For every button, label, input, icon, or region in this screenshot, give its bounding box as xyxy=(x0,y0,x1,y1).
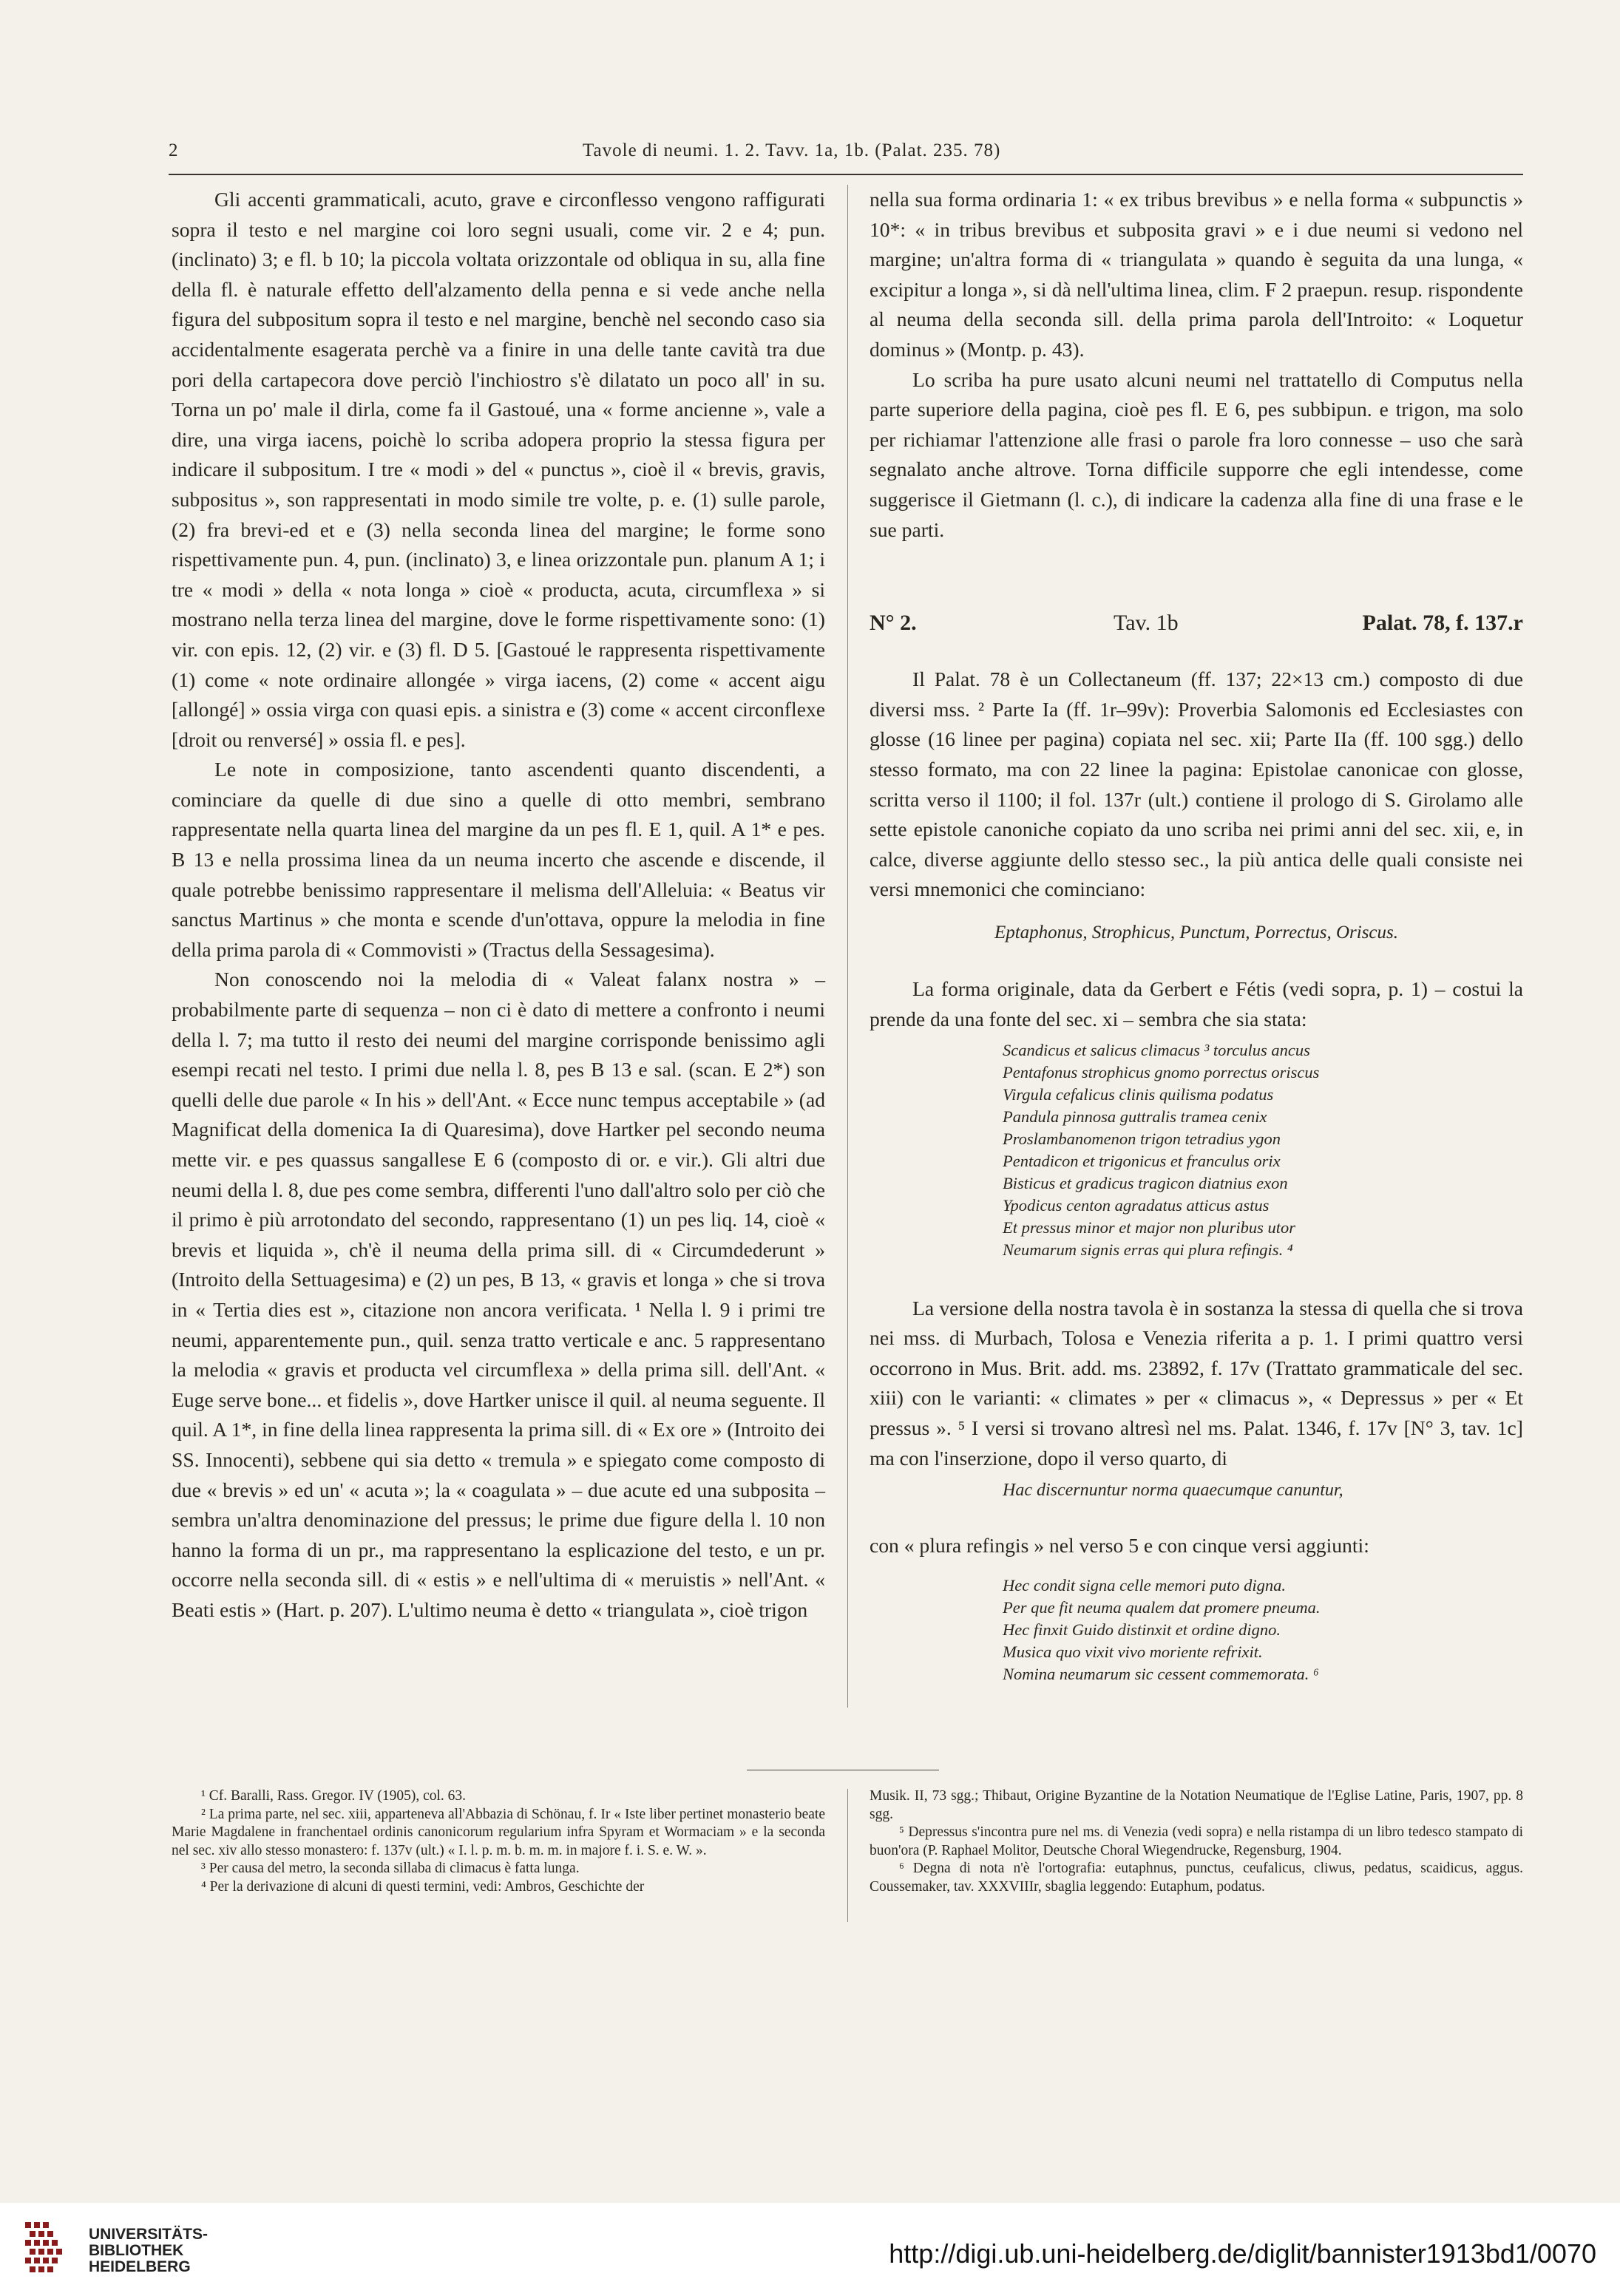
library-name xyxy=(89,2227,208,2275)
paragraph: con « plura refingis » nel verso 5 e con cinque versi aggiunti: xyxy=(870,1534,1369,1558)
section-tavola: Tav. 1b xyxy=(1114,611,1179,636)
source-url[interactable]: http://digi.ub.uni-heidelberg.de/diglit/bannister1913bd1/0070 xyxy=(889,2238,1596,2269)
verse-inserted: Hac discernuntur norma quaecumque canuntur, xyxy=(1003,1481,1343,1501)
verse-line: Pentadicon et trigonicus et franculus orix xyxy=(1003,1151,1281,1170)
verse-line: Musica quo vixit vivo moriente refrixit. xyxy=(1003,1642,1263,1661)
paragraph: Il Palat. 78 è un Collectaneum (ff. 137; 22×13 cm.) composto di due diversi mss. ² Parte Ia (ff. 1r–99v): Proverbia Salomonis ed Ecclesiastes con glosse (16 linee per pagina) copiata nel sec. xii; Parte IIa (ff. 100 sgg.) dello stesso formato, ma con 22 linee la pagina: Epistolae canonicae con glosse, scritta verso il 1100; il fol. 137r (ult.) contiene il prologo di S. Girolamo alle sette epistole canoniche copiato da uno scriba nei primi anni del sec. xii, e, in calce, diverse aggiunte dello stesso sec., la più antica delle quali consiste nei versi mnemonici che cominciano: xyxy=(870,668,1523,901)
section-heading xyxy=(870,608,1523,639)
header-rule xyxy=(169,174,1523,175)
verse-line: Proslambanomenon trigon tetradius ygon xyxy=(1003,1129,1281,1148)
epigraph: Eptaphonus, Strophicus, Punctum, Porrectus, Oriscus. xyxy=(994,922,1399,942)
footnotes-right xyxy=(870,1787,1523,1896)
verse-line: Et pressus minor et major non pluribus utor xyxy=(1003,1217,1296,1237)
verse-line: Scandicus et salicus climacus ³ torculus ancus xyxy=(1003,1040,1310,1059)
footnote: ⁴ Per la derivazione di alcuni di questi termini, vedi: Ambros, Geschichte der xyxy=(201,1878,645,1895)
paragraph: La versione della nostra tavola è in sostanza la stessa di quella che si trova nei mss. di Murbach, Tolosa e Venezia riferita a p. 1. I primi quattro versi occorrono in Mus. Brit. add. ms. 23892, f. 17v (Trattato grammaticale del sec. xiii) con le varianti: « climates » per « climacus », « Depressus » per « Et pressus ». ⁵ I versi si trovano altresì nel ms. Palat. 1346, f. 17v [N° 3, tav. 1c] ma con l'inserzione, dopo il verso quarto, di xyxy=(870,1296,1523,1470)
footnote: ¹ Cf. Baralli, Rass. Gregor. IV (1905), col. 63. xyxy=(201,1788,467,1804)
verse-line: Per que fit neuma qualem dat promere pneuma. xyxy=(1003,1597,1321,1617)
footnote-divider xyxy=(847,1789,848,1922)
running-title: Tavole di neumi. 1. 2. Tavv. 1a, 1b. (Palat. 235. 78) xyxy=(583,140,1001,160)
paragraph: Le note in composizione, tanto ascendenti quanto discendenti, a cominciare da quelle di due sino a quelle di otto membri, sembrano rappresentate nella quarta linea del margine da un pes fl. E 1, quil. A 1* e pes. B 13 e nella prossima linea da un neuma incerto che ascende e discende, il quale potrebbe benissimo rappresentare il melisma dell'Alleluia: « Beatus vir sanctus Martinus » che monta e scende d'un'ottava, oppure la melodia in fine della prima parola di « Commovisti » (Tractus della Sessagesima). xyxy=(172,758,825,961)
footnotes-left xyxy=(172,1787,825,1896)
page-number: 2 xyxy=(169,140,179,160)
library-line: BIBLIOTHEK xyxy=(89,2242,184,2259)
running-header xyxy=(169,140,1523,170)
paragraph: La forma originale, data da Gerbert e Fétis (vedi sopra, p. 1) – costui la prende da una fonte del sec. xi – sembra che sia stata: xyxy=(870,977,1523,1031)
library-line: UNIVERSITÄTS- xyxy=(89,2226,209,2243)
verse-line: Nomina neumarum sic cessent commemorata. ⁶ xyxy=(1003,1664,1319,1683)
verse-line: Pandula pinnosa guttralis tramea cenix xyxy=(1003,1107,1267,1126)
verse-line: Virgula cefalicus clinis quilisma podatus xyxy=(1003,1084,1274,1104)
left-column xyxy=(172,185,825,1626)
right-column xyxy=(870,185,1523,1718)
verse-block xyxy=(1003,1039,1523,1261)
verse-line: Neumarum signis erras qui plura refingis. ⁴ xyxy=(1003,1240,1293,1259)
section-palat: Palat. 78, f. 137.r xyxy=(1362,611,1523,636)
paragraph: Gli accenti grammaticali, acuto, grave e circonflesso vengono raffigurati sopra il testo e nel margine coi loro segni usuali, come vir. 2 e 4; pun. (inclinato) 3; e fl. b 10; la piccola voltata orizzontale od obliqua in su, alla fine della fl. è naturale effetto dell'alzamento della penna e si vede anche nella figura del subpositum sopra il testo e nel margine, benchè nel secondo caso sia accidentalmente esagerata perchè va a finire in una delle tante cavità tra due pori della cartapecora dove perciò l'inchiostro s'è dilatato un poco all' in su. Torna un po' male il dirla, come fa il Gastoué, una « forme ancienne », vale a dire, una virga iacens, poichè lo scriba adopera proprio la stessa figura per indicare il subpositum. I tre « modi » del « punctus », cioè il « brevis, gravis, subpositus », son rappresentati in modo simile tre volte, p. e. (1) sulle parole, (2) fra brevi-ed et e (3) nella seconda linea del margine; le forme sono rispettivamente pun. 4, pun. (inclinato) 3, e linea orizzontale pun. planum A 1; i tre « modi » della « nota longa » cioè « producta, acuta, circumflexa » si mostrano nella terza linea del margine, dove le forme rispettivamente sono: (1) vir. con epis. 12, (2) vir. e (3) fl. D 5. [Gastoué le rappresenta rispettivamente (1) come « note ordinaire allongée » virga iacens, (2) come « accent aigu [allongé] » ossia virga con quasi epis. a sinistra e (3) come « accent circonflexe [droit ou renversé] » ossia fl. e pes]. xyxy=(172,188,825,751)
library-line: HEIDELBERG xyxy=(89,2258,191,2275)
university-library-logo-icon xyxy=(22,2218,74,2280)
footnote: ³ Per causa del metro, la seconda sillaba di climacus è fatta lunga. xyxy=(201,1861,580,1876)
column-divider xyxy=(847,185,848,1708)
paragraph: nella sua forma ordinaria 1: « ex tribus brevibus » e nella forma « subpunctis » 10*: « in tribus brevibus et subposita gravi » e i due neumi si vedono nel margine; un'altra forma di « triangulata » quando è seguita da una lunga, « excipitur a longa », si dà nell'ultima linea, clim. F 2 praepun. resup. rispondente al neuma della seconda sill. della prima parola dell'Introito: « Loquetur dominus » (Montp. p. 43). xyxy=(870,188,1523,361)
footnote: ⁶ Degna di nota n'è l'ortografia: eutaphnus, punctus, ceufalicus, cliwus, pedatus, scaidicus, aggus. Coussemaker, tav. XXXVIIIr, sbaglia leggendo: Eutaphum, podatus. xyxy=(870,1861,1523,1895)
footnote: ⁵ Depressus s'incontra pure nel ms. di Venezia (vedi sopra) e nella ristampa di un libro tedesco stampato di buon'ora (P. Raphael Molitor, Deutsche Choral Wiegendrucke, Regensburg, 1904. xyxy=(870,1824,1523,1858)
paragraph: Lo scriba ha pure usato alcuni neumi nel trattatello di Computus nella parte superiore della pagina, cioè pes fl. E 6, pes subbipun. e trigon, ma solo per richiamar l'attenzione alle frasi o parole fra loro connesse – uso che sarà segnalato anche altrove. Torna difficile supporre che egli intendesse, come suggerisce il Gietmann (l. c.), di indicare la cadenza alla fine di una frase e le sue parti. xyxy=(870,367,1523,541)
verse-line: Pentafonus strophicus gnomo porrectus oriscus xyxy=(1003,1062,1320,1081)
verse-line: Ypodicus centon agradatus atticus astus xyxy=(1003,1195,1270,1215)
footnote: ² La prima parte, nel sec. xiii, apparteneva all'Abbazia di Schönau, f. Ir « Iste liber pertinet monasterio beate Marie Magdalene in franchentael ordinis canonicorum regularium infra Spyram et Wormaciam » e la seconda nel sec. xiv allo stesso monastero: f. 137v (ult.) « I. l. p. m. b. m. m. in majore f. i. S. e. W. ». xyxy=(172,1806,825,1858)
verse-line: Hec condit signa celle memori puto digna. xyxy=(1003,1575,1287,1594)
verse-line: Hec finxit Guido distinxit et ordine digno. xyxy=(1003,1620,1281,1639)
footnote: Musik. II, 73 sgg.; Thibaut, Origine Byzantine de la Notation Neumatique de l'Eglise Latine, Paris, 1907, pp. 8 sgg. xyxy=(870,1788,1523,1822)
verse-block xyxy=(1003,1575,1523,1685)
paragraph: Non conoscendo noi la melodia di « Valeat falanx nostra » – probabilmente parte di sequenza – non ci è dato di mettere a confronto i neumi della l. 7; ma tutto il resto dei neumi del margine corrisponde benissimo agli esempi recati nel testo. I primi due nella l. 8, pes B 13 e sal. (scan. E 2*) son quelli delle due parole « In his » dell'Ant. « Ecce nunc tempus acceptabile » (ad Magnificat della domenica Ia di Quaresima), dove Hartker pel secondo neuma mette vir. e pes quassus sangallese E 6 (composto di or. e vir.). Gli altri due neumi della l. 8, due pes come sembra, differenti l'uno dall'altro solo per ciò che il primo è più arrotondato del secondo, rappresentano (1) un pes liq. 14, cioè « brevis et liquida », ch'è il neuma della prima sill. di « Circumdederunt » (Introito della Settuagesima) e (2) un pes, B 13, « gravis et longa » che si trova in « Tertia dies est », citazione non ancora verificata. ¹ Nella l. 9 i primi tre neumi, apparentemente pun., quil. senza tratto verticale e anc. 5 rappresentano la melodia « gravis et producta vel circumflexa » della prima sill. dell'Ant. « Euge serve bone... et fidelis », dove Hartker unisce il quil. al neuma seguente. Il quil. A 1*, in fine della linea rappresenta la prima sill. di « Ex ore » (Introito dei SS. Innocenti), sebbene qui sia detto « tremula » e spiegato come composto di due « brevis » ed un' « acuta »; la « coagulata » – due acute ed una subposita – sembra un'altra denominazione del pressus; le prime due figure della l. 10 non hanno la forma di un pr., ma rappresentano la esplicazione del testo, e un pr. occorre nella seconda sill. di « estis » e nell'ultima di « meruistis » nell'Ant. « Beati estis » (Hart. p. 207). L'ultimo neuma è detto « triangulata », cioè trigon xyxy=(172,968,825,1621)
verse-line: Bisticus et gradicus tragicon diatnius exon xyxy=(1003,1173,1288,1192)
section-number: N° 2. xyxy=(870,611,917,636)
